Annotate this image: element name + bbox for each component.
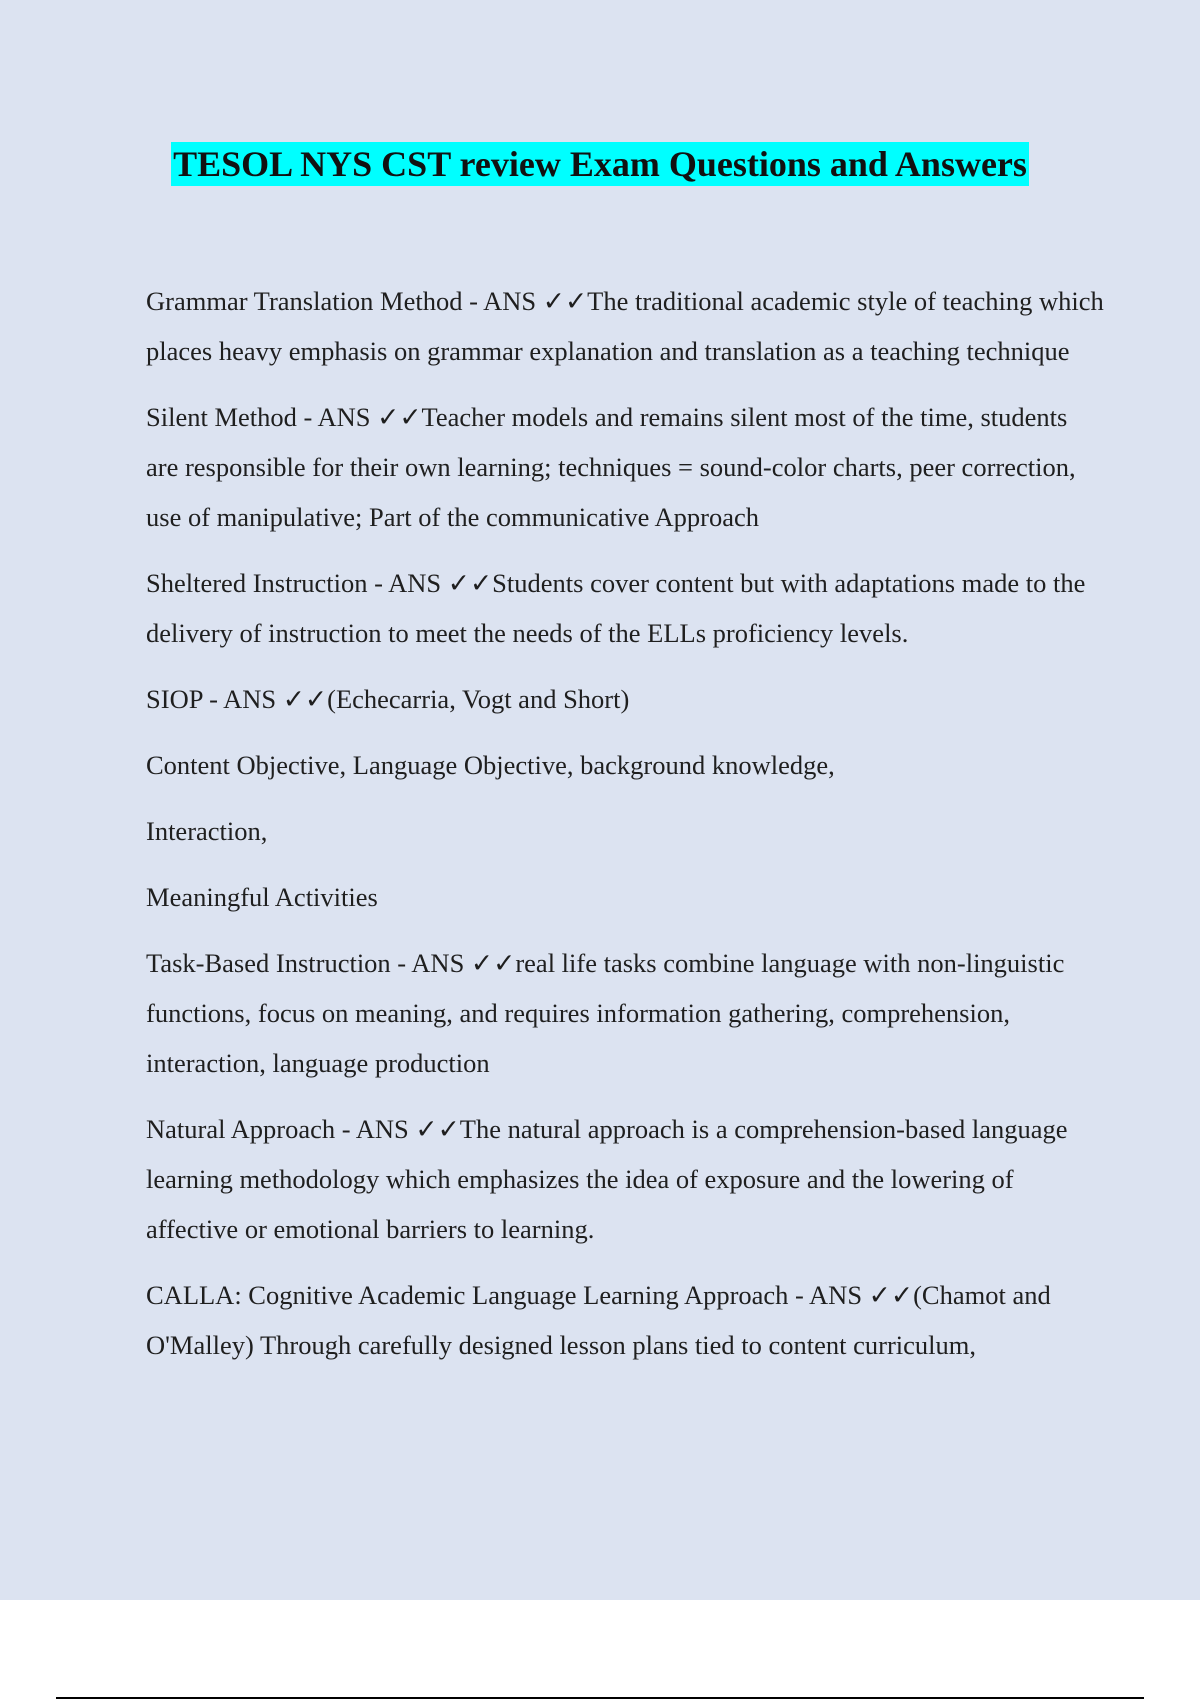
entry-natural-approach: Natural Approach - ANS ✓✓The natural approach is a comprehension-based language learning methodology which emphasizes the idea of exposure and the lowering of affective or emotional barriers to learning. xyxy=(146,1114,1068,1244)
entry-siop: SIOP - ANS ✓✓(Echecarria, Vogt and Short) xyxy=(146,684,630,714)
title-container xyxy=(0,142,1200,186)
entry-grammar-translation: Grammar Translation Method - ANS ✓✓The traditional academic style of teaching which places heavy emphasis on grammar explanation and translation as a teaching technique xyxy=(146,286,1104,366)
entry-siop-components: Content Objective, Language Objective, background knowledge, xyxy=(146,750,835,780)
bottom-rule xyxy=(56,1697,1144,1699)
entry-siop-interaction: Interaction, xyxy=(146,816,268,846)
entry-sheltered-instruction: Sheltered Instruction - ANS ✓✓Students cover content but with adaptations made to the delivery of instruction to meet the needs of the ELLs proficiency levels. xyxy=(146,568,1086,648)
entry-task-based: Task-Based Instruction - ANS ✓✓real life tasks combine language with non-linguistic functions, focus on meaning, and requires information gathering, comprehension, interaction, language production xyxy=(146,948,1065,1078)
entry-silent-method: Silent Method - ANS ✓✓Teacher models and remains silent most of the time, students are responsible for their own learning; techniques = sound-color charts, peer correction, use of manipulative; Part of the communicative Approach xyxy=(146,402,1076,532)
document-body xyxy=(146,276,1106,1386)
entry-siop-activities: Meaningful Activities xyxy=(146,882,378,912)
document-title: TESOL NYS CST review Exam Questions and Answers xyxy=(173,144,1027,184)
entry-calla: CALLA: Cognitive Academic Language Learning Approach - ANS ✓✓(Chamot and O'Malley) Through carefully designed lesson plans tied to content curriculum, xyxy=(146,1280,1051,1360)
